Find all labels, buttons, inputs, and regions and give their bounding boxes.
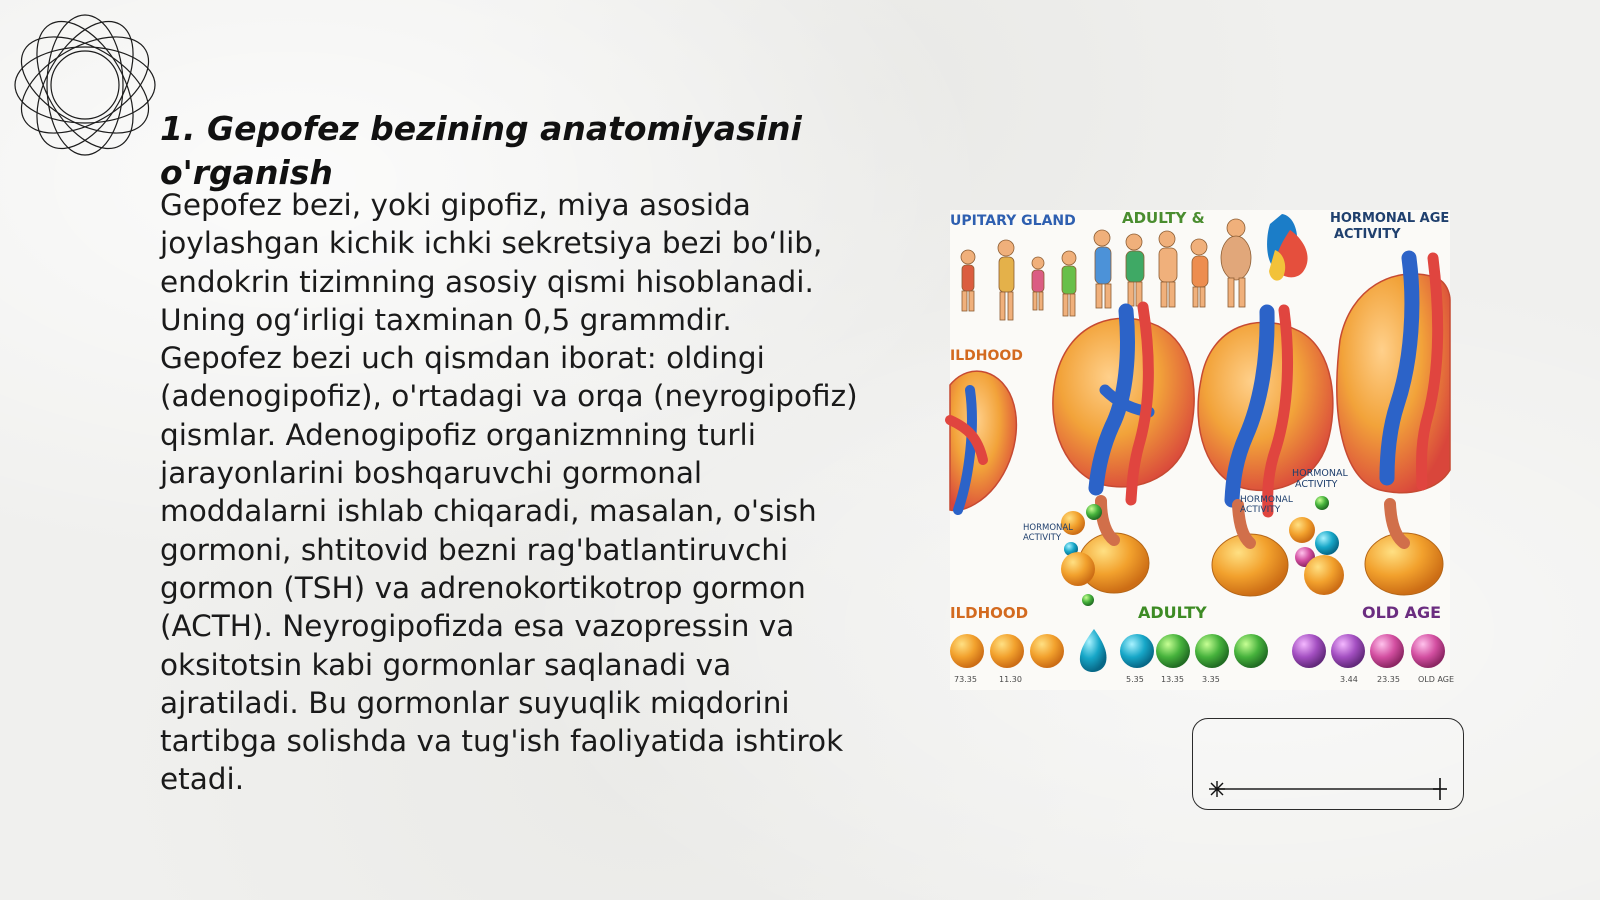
label-top-left: UPITARY GLAND bbox=[950, 213, 1076, 229]
slide-title: 1. Gepofez bezining anatomiyasini o'rganish bbox=[160, 109, 802, 192]
label-activity-b: ACTIVITY bbox=[1023, 533, 1062, 543]
value-label-8: OLD AGE bbox=[1418, 675, 1455, 684]
value-label-3: 5.35 bbox=[1126, 675, 1144, 684]
label-bottom-left: ILDHOOD bbox=[950, 604, 1029, 622]
label-top-right-1: HORMONAL AGE bbox=[1330, 211, 1450, 226]
slider-end-icon bbox=[1433, 778, 1447, 800]
label-activity-d: ACTIVITY bbox=[1240, 505, 1281, 515]
value-label-1: 73.35 bbox=[954, 675, 977, 684]
slide-body-text: Gepofez bezi, yoki gipofiz, miya asosida joylashgan kichik ichki sekretsiya bezi bo‘lib, endokrin tizimning asosiy qismi hisoblanadi. Uning og‘irligi taxminan 0,5 grammdir. Gepofez bezi uch qismdan iborat: oldingi (adenogipofiz), o'rtadagi va orqa (neyrogipofiz) qismlar. Adenogipofiz organizmning turli jarayonlarini boshqaruvchi gormonal moddalarni ishlab chiqaradi, masalan, o'sish gormoni, shtitovid bezni rag'batlantiruvchi gormon (TSH) va adrenokortikotrop gormon (ACTH). Neyrogipofizda esa vazopressin va oksitotsin kabi gormonlar saqlanadi va ajratiladi. Bu gormonlar suyuqlik miqdorini tartibga solishda va tug'ish faoliyatida ishtirok etadi. bbox=[160, 188, 858, 797]
value-label-6: 3.44 bbox=[1340, 675, 1358, 684]
pituitary-illustration bbox=[950, 209, 1455, 690]
slider-star-icon bbox=[1209, 781, 1225, 797]
ornament-circles-icon bbox=[10, 10, 160, 160]
label-top-right-2: ACTIVITY bbox=[1334, 227, 1401, 242]
label-activity-f: ACTIVITY bbox=[1295, 479, 1338, 490]
label-activity-a: HORMONAL bbox=[1023, 523, 1073, 533]
value-label-5: 3.35 bbox=[1202, 675, 1220, 684]
label-activity-e: HORMONAL bbox=[1292, 468, 1348, 479]
label-activity-c: HORMONAL bbox=[1240, 495, 1293, 505]
label-left-mid: ILDHOOD bbox=[950, 348, 1023, 364]
value-label-4: 13.35 bbox=[1161, 675, 1184, 684]
value-label-7: 23.35 bbox=[1377, 675, 1400, 684]
label-bottom-right: OLD AGE bbox=[1362, 603, 1442, 622]
decorative-slider-box bbox=[1192, 718, 1464, 810]
value-label-2: 11.30 bbox=[999, 675, 1022, 684]
label-bottom-middle: ADULTY bbox=[1138, 603, 1207, 622]
label-top-middle: ADULTY & bbox=[1122, 209, 1205, 227]
